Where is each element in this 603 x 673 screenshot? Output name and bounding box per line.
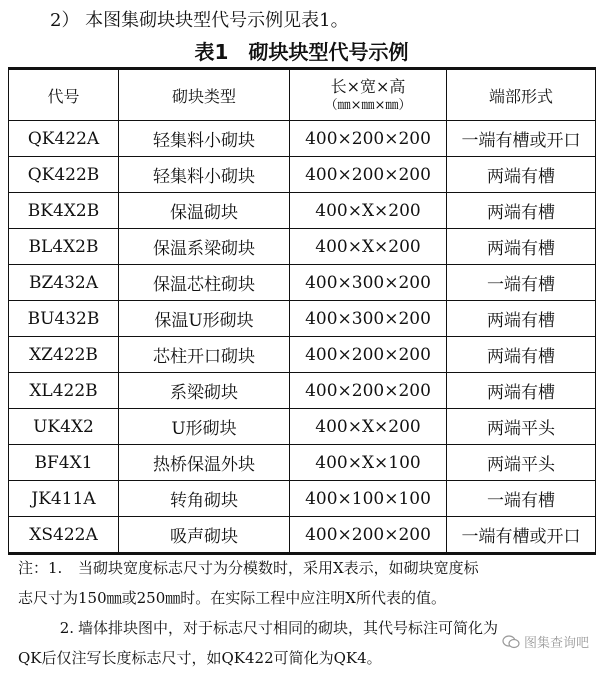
cell-end: 两端平头 (447, 409, 596, 445)
cell-code: QK422A (9, 121, 119, 157)
header-dims (290, 69, 447, 121)
cell-code: BU432B (9, 301, 119, 337)
cell-code: UK4X2 (9, 409, 119, 445)
cell-dims: 400×X×200 (290, 409, 447, 445)
cell-code: XL422B (9, 373, 119, 409)
cell-end: 一端有槽 (447, 265, 596, 301)
cell-code: XS422A (9, 517, 119, 554)
cell-end: 两端有槽 (447, 337, 596, 373)
cell-dims: 400×200×200 (290, 121, 447, 157)
cell-dims: 400×200×200 (290, 337, 447, 373)
note-2-line-1: 墙体排块图中，对于标志尺寸相同的砌块，其代号标注可简化为 (78, 619, 499, 637)
cell-type: 轻集料小砌块 (119, 121, 290, 157)
cell-type: 系梁砌块 (119, 373, 290, 409)
wechat-icon (502, 635, 520, 649)
table-row (9, 121, 596, 157)
cell-dims: 400×X×100 (290, 445, 447, 481)
table-row (9, 193, 596, 229)
header-dims-label: 长×宽×高 (330, 77, 406, 96)
cell-type: 保温芯柱砌块 (119, 265, 290, 301)
watermark-text: 图集查询吧 (523, 636, 589, 651)
cell-code: BK4X2B (9, 193, 119, 229)
note-1-cont (18, 583, 598, 613)
table-row (9, 481, 596, 517)
watermark (502, 632, 589, 651)
table-row (9, 445, 596, 481)
cell-code: JK411A (9, 481, 119, 517)
table-row (9, 373, 596, 409)
cell-end: 两端有槽 (447, 157, 596, 193)
cell-code: QK422B (9, 157, 119, 193)
header-code: 代号 (9, 69, 119, 121)
header-end: 端部形式 (447, 69, 596, 121)
table-row (9, 301, 596, 337)
note-1 (18, 553, 598, 583)
cell-dims: 400×200×200 (290, 157, 447, 193)
cell-type: 芯柱开口砌块 (119, 337, 290, 373)
cell-end: 两端有槽 (447, 373, 596, 409)
cell-type: 轻集料小砌块 (119, 157, 290, 193)
cell-type: 热桥保温外块 (119, 445, 290, 481)
cell-type: 吸声砌块 (119, 517, 290, 554)
cell-end: 两端有槽 (447, 229, 596, 265)
cell-end: 一端有槽或开口 (447, 517, 596, 554)
note-1-line-2: 志尺寸为150㎜或250㎜时。在实际工程中应注明X所代表的值。 (18, 589, 446, 607)
intro-text: 2） 本图集砌块块型代号示例见表1。 (50, 10, 349, 31)
cell-dims: 400×X×200 (290, 193, 447, 229)
cell-dims: 400×300×200 (290, 301, 447, 337)
table-row (9, 409, 596, 445)
note-2-line-2: QK后仅注写长度标志尺寸，如QK422可简化为QK4。 (18, 649, 382, 667)
cell-dims: 400×300×200 (290, 265, 447, 301)
cell-type: U形砌块 (119, 409, 290, 445)
header-dims-unit: （㎜×㎜×㎜） (324, 98, 412, 113)
header-type: 砌块类型 (119, 69, 290, 121)
cell-end: 一端有槽 (447, 481, 596, 517)
cell-dims: 400×200×200 (290, 517, 447, 554)
table-row (9, 265, 596, 301)
table-title: 表1 砌块块型代号示例 (194, 40, 409, 64)
cell-code: BL4X2B (9, 229, 119, 265)
note-1-line-1: 当砌块宽度标志尺寸为分模数时，采用X表示，如砌块宽度标 (78, 559, 479, 577)
cell-dims: 400×X×200 (290, 229, 447, 265)
cell-end: 两端平头 (447, 445, 596, 481)
block-code-table (8, 67, 596, 555)
cell-type: 保温砌块 (119, 193, 290, 229)
table-row (9, 229, 596, 265)
cell-type: 转角砌块 (119, 481, 290, 517)
cell-code: XZ422B (9, 337, 119, 373)
notes-section (18, 553, 598, 673)
table-row (9, 157, 596, 193)
cell-type: 保温U形砌块 (119, 301, 290, 337)
cell-dims: 400×200×200 (290, 373, 447, 409)
cell-code: BF4X1 (9, 445, 119, 481)
note-1-lead: 注：1. (18, 559, 63, 577)
cell-dims: 400×100×100 (290, 481, 447, 517)
table-row (9, 517, 596, 554)
note-2-lead: 2. (59, 619, 74, 637)
table-header-row (9, 69, 596, 121)
cell-type: 保温系梁砌块 (119, 229, 290, 265)
cell-end: 两端有槽 (447, 193, 596, 229)
cell-code: BZ432A (9, 265, 119, 301)
table-row (9, 337, 596, 373)
cell-end: 两端有槽 (447, 301, 596, 337)
cell-end: 一端有槽或开口 (447, 121, 596, 157)
